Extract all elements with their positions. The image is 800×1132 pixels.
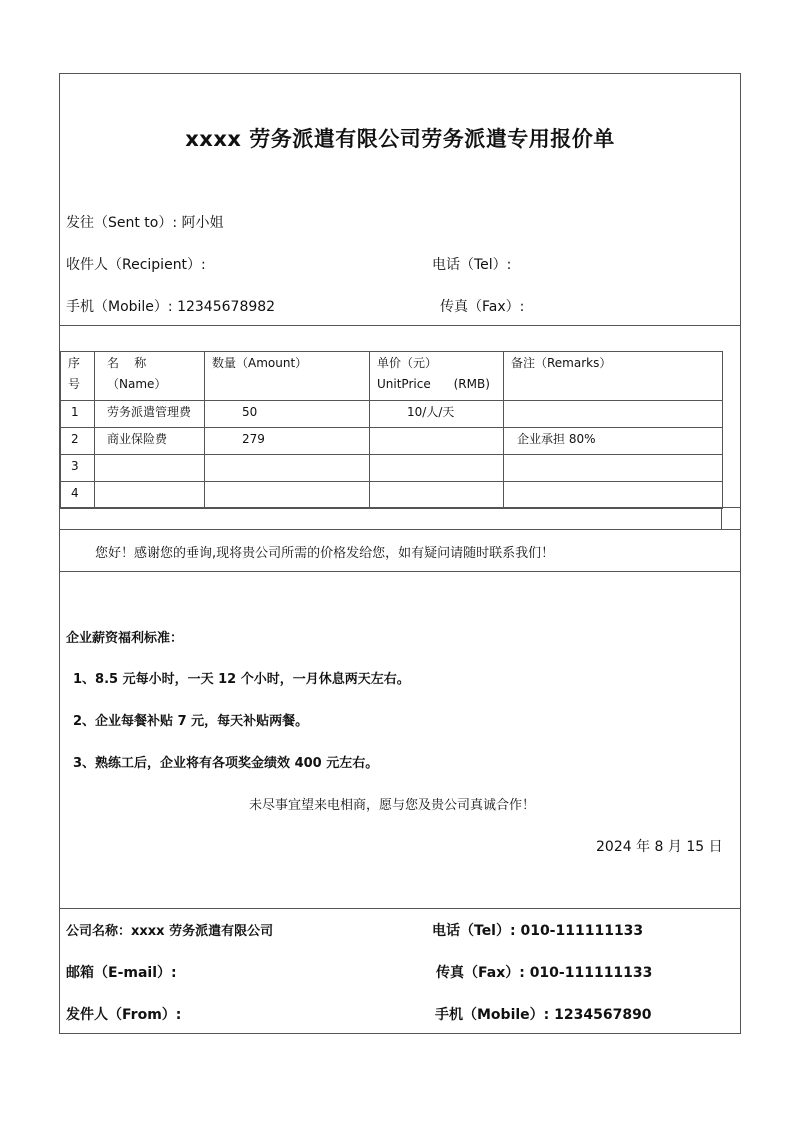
divider xyxy=(59,571,741,572)
table-header-row xyxy=(61,352,723,401)
divider xyxy=(59,507,741,508)
header-remarks: 备注（Remarks） xyxy=(504,352,723,401)
divider xyxy=(721,507,722,529)
footer-email: 邮箱（E-mail）: xyxy=(66,965,177,981)
standards-item: 1、8.5 元每小时，一天 12 个小时，一月休息两天左右。 xyxy=(73,672,410,687)
fax: 传真（Fax）: xyxy=(440,299,525,315)
table-row: 2 商业保险费 279 企业承担 80% xyxy=(61,428,723,455)
footer-from: 发件人（From）: xyxy=(66,1007,182,1023)
header-name: 名 称 （Name） xyxy=(95,352,205,401)
divider xyxy=(59,908,741,909)
mobile: 手机（Mobile）: 12345678982 xyxy=(66,299,276,315)
table-row: 3 xyxy=(61,455,723,482)
sent-to: 发往（Sent to）: 阿小姐 xyxy=(66,215,224,231)
date: 2024 年 8 月 15 日 xyxy=(596,839,723,855)
closing-text: 未尽事宜望来电相商，愿与您及贵公司真诚合作！ xyxy=(249,798,536,813)
document-title: xxxx 劳务派遣有限公司劳务派遣专用报价单 xyxy=(185,127,615,151)
footer-mobile: 手机（Mobile）: 1234567890 xyxy=(435,1007,652,1023)
footer-fax: 传真（Fax）: 010-111111133 xyxy=(436,965,653,981)
standards-heading: 企业薪资福利标准： xyxy=(66,631,184,646)
header-amount: 数量（Amount） xyxy=(205,352,370,401)
table-row: 1 劳务派遣管理费 50 10/人/天 xyxy=(61,401,723,428)
header-seq: 序 号 xyxy=(61,352,95,401)
recipient: 收件人（Recipient）: xyxy=(66,257,206,273)
footer-company: 公司名称：xxxx 劳务派遣有限公司 xyxy=(66,924,274,939)
table-row: 4 xyxy=(61,482,723,509)
standards-item: 3、熟练工后，企业将有各项奖金绩效 400 元左右。 xyxy=(73,756,379,771)
greeting-text: 您好！感谢您的垂询,现将贵公司所需的价格发给您，如有疑问请随时联系我们！ xyxy=(95,546,555,561)
tel: 电话（Tel）: xyxy=(432,257,512,273)
divider xyxy=(59,325,741,326)
quote-table xyxy=(60,351,723,509)
divider xyxy=(59,529,741,530)
header-unit-price: 单价（元） UnitPrice (RMB) xyxy=(370,352,504,401)
footer-tel: 电话（Tel）: 010-111111133 xyxy=(432,923,644,939)
standards-item: 2、企业每餐补贴 7 元，每天补贴两餐。 xyxy=(73,714,309,729)
